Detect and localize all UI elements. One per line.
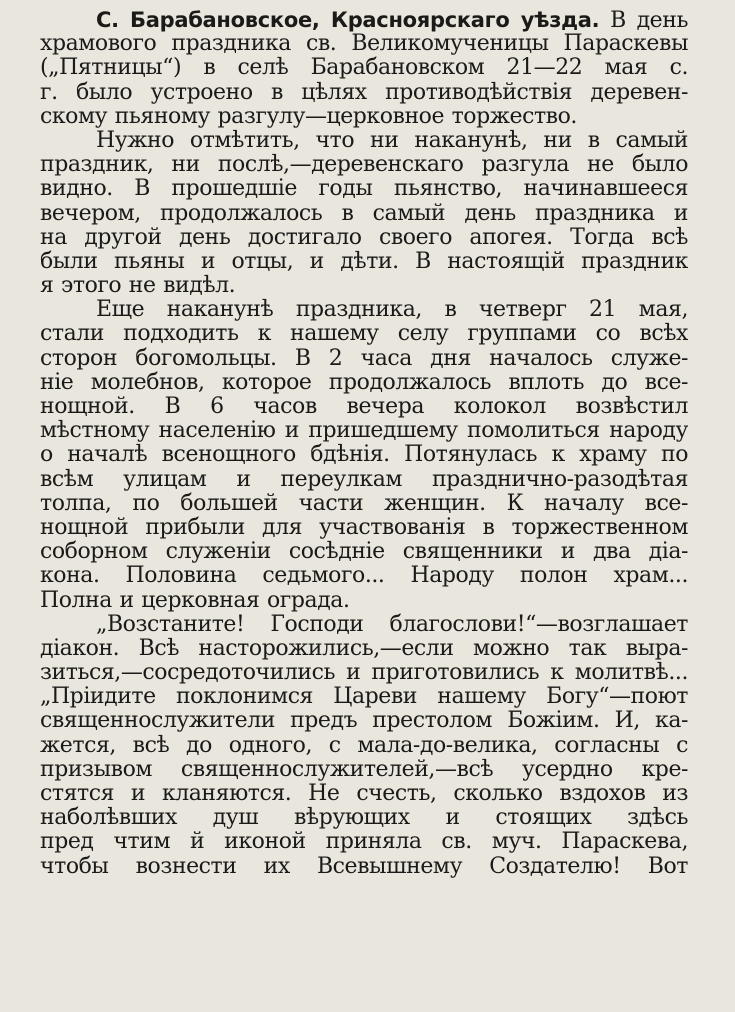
text-line: Полна и церковная ограда. bbox=[40, 588, 350, 613]
text-line: В день bbox=[610, 8, 688, 33]
text-line: вечером, продолжалось в самый день праздника и bbox=[40, 201, 688, 226]
text-line: видно. В прошедшіе годы пьянство, начинавшееся bbox=[40, 177, 688, 202]
text-line: скому пьяному разгулу—церковное торжество. bbox=[40, 104, 577, 129]
title-line bbox=[40, 8, 688, 32]
text-line: діакон. Всѣ насторожились,—если можно так выра- bbox=[40, 636, 688, 661]
document-page bbox=[40, 8, 688, 879]
text-line: на другой день достигало своего апогея. Тогда всѣ bbox=[40, 225, 688, 250]
text-line: мѣстному населенію и пришедшему помолиться народу bbox=[40, 419, 688, 444]
text-line: всѣм улицам и переулкам празднично-разодѣтая bbox=[40, 467, 688, 492]
paragraph-1 bbox=[40, 8, 688, 129]
text-line: чтобы вознести их Всевышнему Создателю! Вот bbox=[40, 854, 688, 879]
text-line: храмового праздника св. Великомученицы Параскевы bbox=[40, 32, 688, 57]
text-line: призывом священнослужителей,—всѣ усердно кре- bbox=[40, 757, 688, 782]
text-line: Еще наканунѣ праздника, в четверг 21 мая, bbox=[96, 298, 688, 323]
text-line: праздник, ни послѣ,—деревенскаго разгула не было bbox=[40, 153, 688, 178]
paragraph-3 bbox=[40, 298, 688, 612]
text-line: „Возстаните! Господи благослови!“—возглашает bbox=[96, 612, 688, 637]
text-line: соборном служеніи сосѣдніе священники и два діа- bbox=[40, 540, 688, 565]
text-line: нощной прибыли для участвованія в торжественном bbox=[40, 515, 688, 540]
article-title: С. Барабановское, Красноярскаго уѣзда. bbox=[96, 8, 600, 32]
text-line: я этого не видѣл. bbox=[40, 274, 236, 299]
text-line: толпа, по большей части женщин. К началу все- bbox=[40, 491, 688, 516]
text-line: Нужно отмѣтить, что ни наканунѣ, ни в самый bbox=[96, 128, 688, 153]
text-line: г. было устроено в цѣлях противодѣйствія деревен- bbox=[40, 80, 688, 105]
text-line: о началѣ всенощного бдѣнія. Потянулась к храму по bbox=[40, 443, 688, 468]
text-line: („Пятницы“) в селѣ Барабановском 21—22 мая с. bbox=[40, 56, 688, 81]
text-line: стали подходить к нашему селу группами со всѣх bbox=[40, 322, 688, 347]
text-line: нощной. В 6 часов вечера колокол возвѣстил bbox=[40, 395, 688, 419]
text-line: жется, всѣ до одного, с мала-до-велика, согласны с bbox=[40, 733, 688, 758]
text-line: стятся и кланяются. Не счесть, сколько вздохов из bbox=[40, 782, 688, 806]
text-line: „Пріидите поклонимся Цареви нашему Богу“—поют bbox=[40, 685, 688, 710]
text-line: священнослужители предъ престолом Божіим. И, ка- bbox=[40, 709, 688, 734]
paragraph-2 bbox=[40, 129, 688, 298]
text-line: были пьяны и отцы, и дѣти. В настоящій праздник bbox=[40, 249, 688, 274]
text-line: ніе молебнов, которое продолжалось вплоть до все- bbox=[40, 370, 688, 395]
text-line: кона. Половина седьмого... Народу полон храм... bbox=[40, 564, 688, 589]
paragraph-4 bbox=[40, 613, 688, 879]
text-line: наболѣвших душ вѣрующих и стоящих здѣсь bbox=[40, 806, 688, 831]
text-line: пред чтим й иконой приняла св. муч. Параскева, bbox=[40, 830, 688, 855]
text-line: сторон богомольцы. В 2 часа дня началось служе- bbox=[40, 346, 688, 371]
text-line: зиться,—сосредоточились и приготовились к молитвѣ... bbox=[40, 661, 688, 686]
